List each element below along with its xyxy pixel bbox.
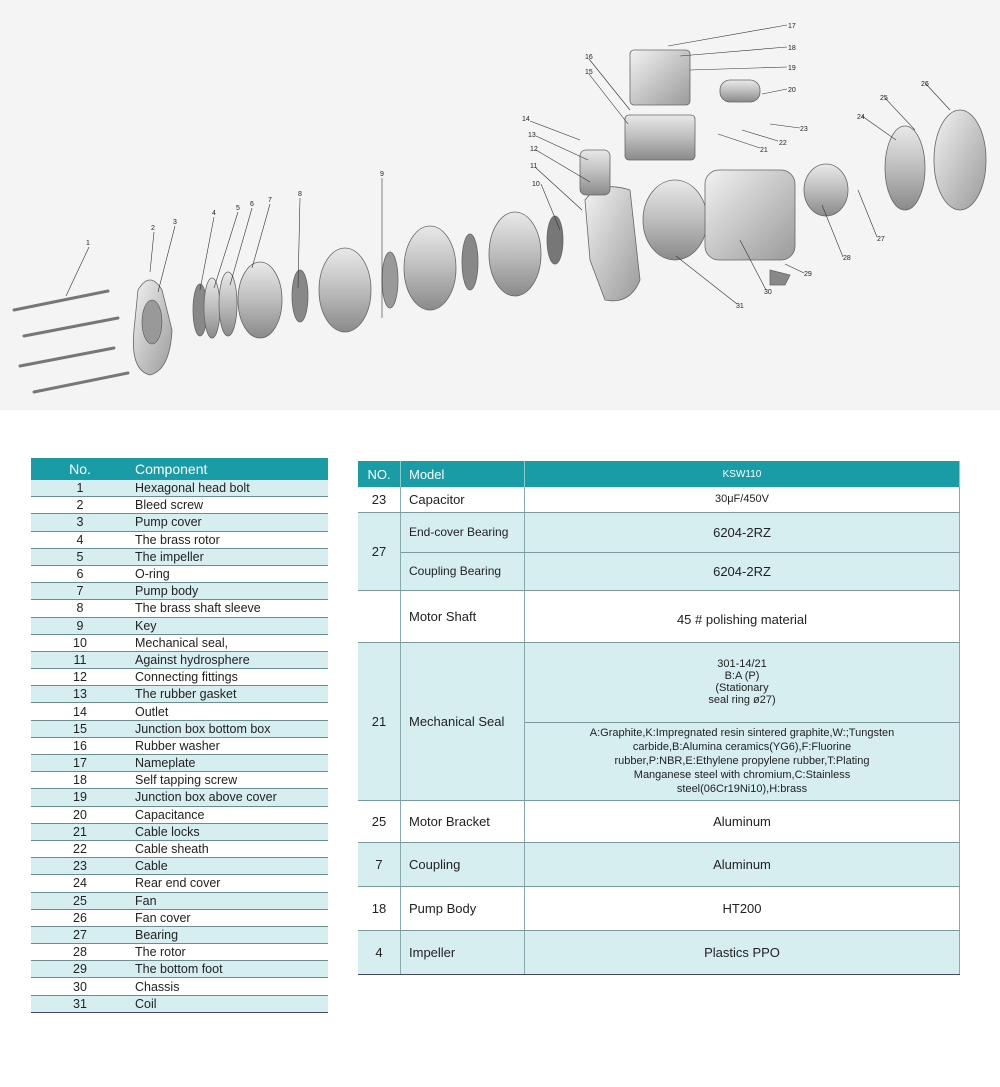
callout-20: 20: [788, 87, 796, 94]
callout-15: 15: [585, 69, 593, 76]
component-no: 6: [31, 565, 129, 582]
component-name: The rotor: [129, 944, 328, 961]
callout-31: 31: [736, 303, 744, 310]
table-row: [31, 892, 328, 909]
spec-no-empty: [358, 590, 401, 642]
component-name: Cable: [129, 858, 328, 875]
spec-label: Coupling: [401, 842, 525, 886]
table-row: [31, 583, 328, 600]
spec-value: 45 # polishing material: [525, 590, 960, 642]
table-row: [31, 703, 328, 720]
component-name: The impeller: [129, 548, 328, 565]
component-no: 17: [31, 755, 129, 772]
table-row: [31, 789, 328, 806]
callout-26: 26: [921, 81, 929, 88]
component-no: 25: [31, 892, 129, 909]
callout-3: 3: [173, 219, 177, 226]
component-no: 12: [31, 669, 129, 686]
table-row: [31, 875, 328, 892]
callout-8: 8: [298, 191, 302, 198]
table-row: [31, 840, 328, 857]
component-no: 26: [31, 909, 129, 926]
table-row: [31, 617, 328, 634]
callout-25: 25: [880, 95, 888, 102]
spec-label: Mechanical Seal: [401, 642, 525, 800]
table-row: [31, 995, 328, 1012]
table-row: [31, 669, 328, 686]
spec-value: 6204-2RZ: [525, 512, 960, 552]
component-name: Outlet: [129, 703, 328, 720]
component-no: 30: [31, 978, 129, 995]
component-no: 19: [31, 789, 129, 806]
spec-label: Motor Bracket: [401, 800, 525, 842]
component-no: 10: [31, 634, 129, 651]
callout-9: 9: [380, 171, 384, 178]
callout-14: 14: [522, 116, 530, 123]
table-row: [31, 978, 328, 995]
spec-table: [358, 461, 960, 975]
spec-no: 18: [358, 886, 401, 930]
component-name: Bearing: [129, 926, 328, 943]
component-no: 14: [31, 703, 129, 720]
exploded-pump-diagram: [0, 0, 1000, 410]
seal-code-line: (Stationary: [715, 682, 769, 694]
component-name: Fan: [129, 892, 328, 909]
component-no: 1: [31, 480, 129, 497]
table-row: [31, 720, 328, 737]
callout-29: 29: [804, 271, 812, 278]
component-name: Connecting fittings: [129, 669, 328, 686]
spec-no: 27: [358, 512, 401, 590]
callout-10: 10: [532, 181, 540, 188]
callout-19: 19: [788, 65, 796, 72]
spec-row-motor-shaft: [358, 590, 960, 642]
header-no: No.: [31, 458, 129, 480]
component-no: 22: [31, 840, 129, 857]
table-row: [31, 565, 328, 582]
spec-row-mechanical-seal: [358, 642, 960, 722]
table-row: [31, 926, 328, 943]
spec-header-ksw110: KSW110: [525, 461, 960, 487]
pump-discs: [193, 212, 563, 338]
component-name: Against hydrosphere: [129, 651, 328, 668]
header-component: Component: [129, 458, 328, 480]
callout-4: 4: [212, 210, 216, 217]
spec-row-pump-body: [358, 886, 960, 930]
pump-cover: [133, 280, 172, 375]
callout-6: 6: [250, 201, 254, 208]
spec-row-capacitor: [358, 487, 960, 512]
component-name: Junction box above cover: [129, 789, 328, 806]
spec-header-no: NO.: [358, 461, 401, 487]
table-row: [31, 909, 328, 926]
component-name: The brass rotor: [129, 531, 328, 548]
component-no: 15: [31, 720, 129, 737]
callout-22: 22: [779, 140, 787, 147]
seal-material-legend: A:Graphite,K:Impregnated resin sintered graphite,W:;Tungsten carbide,B:Alumina ceramics(YG6),F:Fluorine rubber,P:NBR,E:Ethylene propylene rubber,T:Plating Manganese steel with chromium,C:Stainless steel(06Cr19Ni10),H:brass: [525, 722, 960, 800]
component-name: O-ring: [129, 565, 328, 582]
component-no: 13: [31, 686, 129, 703]
spec-row-coupling-bearing: [358, 552, 960, 590]
pump-body: [580, 150, 640, 301]
component-name: Mechanical seal,: [129, 634, 328, 651]
spec-no: 4: [358, 930, 401, 974]
spec-value: Aluminum: [525, 800, 960, 842]
component-no: 23: [31, 858, 129, 875]
spec-value: Aluminum: [525, 842, 960, 886]
component-no: 9: [31, 617, 129, 634]
component-no: 21: [31, 823, 129, 840]
component-name: Pump cover: [129, 514, 328, 531]
table-row: [31, 497, 328, 514]
seal-code-line: seal ring ø27): [708, 694, 776, 706]
component-no: 27: [31, 926, 129, 943]
spec-row-impeller: [358, 930, 960, 974]
component-table-header: [31, 458, 328, 480]
spec-label: Capacitor: [401, 487, 525, 512]
spec-header-model: Model: [401, 461, 525, 487]
table-row: [31, 961, 328, 978]
component-no: 3: [31, 514, 129, 531]
table-row: [31, 651, 328, 668]
callout-18: 18: [788, 45, 796, 52]
callout-27: 27: [877, 236, 885, 243]
component-no: 24: [31, 875, 129, 892]
component-no: 7: [31, 583, 129, 600]
spec-no: 25: [358, 800, 401, 842]
component-table-body: [31, 480, 328, 1012]
callout-12: 12: [530, 146, 538, 153]
component-name: Junction box bottom box: [129, 720, 328, 737]
component-name: Pump body: [129, 583, 328, 600]
component-no: 29: [31, 961, 129, 978]
component-name: Capacitance: [129, 806, 328, 823]
spec-value: 6204-2RZ: [525, 552, 960, 590]
table-row: [31, 772, 328, 789]
component-name: The brass shaft sleeve: [129, 600, 328, 617]
table-row: [31, 944, 328, 961]
spec-value: Plastics PPO: [525, 930, 960, 974]
table-row: [31, 548, 328, 565]
component-name: The bottom foot: [129, 961, 328, 978]
component-no: 16: [31, 737, 129, 754]
component-no: 31: [31, 995, 129, 1012]
component-no: 2: [31, 497, 129, 514]
table-row: [31, 737, 328, 754]
callout-7: 7: [268, 197, 272, 204]
spec-seal-code: [525, 642, 960, 722]
spec-no: 23: [358, 487, 401, 512]
component-name: The rubber gasket: [129, 686, 328, 703]
callout-24: 24: [857, 114, 865, 121]
component-name: Chassis: [129, 978, 328, 995]
component-no: 4: [31, 531, 129, 548]
spec-label: Impeller: [401, 930, 525, 974]
component-name: Hexagonal head bolt: [129, 480, 328, 497]
bolts-group: [14, 291, 128, 392]
callout-28: 28: [843, 255, 851, 262]
callout-13: 13: [528, 132, 536, 139]
spec-label: End-cover Bearing: [401, 512, 525, 552]
table-row: [31, 806, 328, 823]
component-no: 5: [31, 548, 129, 565]
component-no: 18: [31, 772, 129, 789]
component-name: Fan cover: [129, 909, 328, 926]
table-row: [31, 858, 328, 875]
seal-code-line: 301-14/21: [717, 658, 767, 670]
component-name: Bleed screw: [129, 497, 328, 514]
spec-value: HT200: [525, 886, 960, 930]
component-name: Rubber washer: [129, 737, 328, 754]
spec-value: 30μF/450V: [525, 487, 960, 512]
table-row: [31, 634, 328, 651]
callout-21: 21: [760, 147, 768, 154]
spec-row-end-cover-bearing: [358, 512, 960, 552]
spec-row-coupling: [358, 842, 960, 886]
table-row: [31, 600, 328, 617]
component-name: Coil: [129, 995, 328, 1012]
spec-no: 7: [358, 842, 401, 886]
component-name: Cable locks: [129, 823, 328, 840]
callout-23: 23: [800, 126, 808, 133]
table-row: [31, 480, 328, 497]
component-no: 11: [31, 651, 129, 668]
component-name: Rear end cover: [129, 875, 328, 892]
callout-1: 1: [86, 240, 90, 247]
component-no: 28: [31, 944, 129, 961]
table-row: [31, 755, 328, 772]
spec-no: 21: [358, 642, 401, 800]
component-name: Key: [129, 617, 328, 634]
spec-table-header: [358, 461, 960, 487]
component-name: Self tapping screw: [129, 772, 328, 789]
callout-30: 30: [764, 289, 772, 296]
spec-label: Motor Shaft: [401, 590, 525, 642]
callout-2: 2: [151, 225, 155, 232]
spec-label: Coupling Bearing: [401, 552, 525, 590]
seal-code-line: B:A (P): [724, 670, 760, 682]
table-row: [31, 823, 328, 840]
component-no: 20: [31, 806, 129, 823]
component-name: Nameplate: [129, 755, 328, 772]
table-row: [31, 514, 328, 531]
table-row: [31, 531, 328, 548]
component-table: [31, 458, 328, 1013]
component-name: Cable sheath: [129, 840, 328, 857]
component-no: 8: [31, 600, 129, 617]
callout-16: 16: [585, 54, 593, 61]
callout-17: 17: [788, 23, 796, 30]
spec-row-motor-bracket: [358, 800, 960, 842]
spec-label: Pump Body: [401, 886, 525, 930]
callout-11: 11: [530, 163, 538, 170]
callout-5: 5: [236, 205, 240, 212]
table-row: [31, 686, 328, 703]
